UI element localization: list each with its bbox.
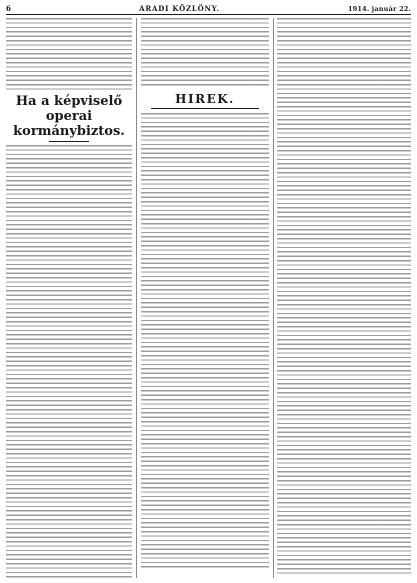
masthead: [6, 3, 411, 14]
article-headline: Ha a képviselő operai kormánybiztos.: [13, 94, 125, 139]
news-body: [141, 113, 269, 568]
text-lines-placeholder: [6, 18, 132, 90]
article-body: [6, 145, 132, 578]
text-lines-placeholder: [141, 113, 269, 568]
column-separator: [273, 18, 274, 578]
article-top: [6, 18, 132, 90]
issue-date: 1914. január 22.: [347, 4, 411, 13]
column-separator: [136, 18, 137, 578]
section-title-news: HIREK.: [175, 92, 235, 106]
page-number: 6: [6, 4, 12, 13]
paper-name: ARADI KÖZLÖNY.: [139, 4, 220, 13]
headline-rule: [49, 141, 89, 142]
column-1: [6, 18, 132, 578]
article-top: [141, 18, 269, 88]
text-lines-placeholder: [277, 18, 411, 574]
news-continued: [277, 18, 411, 574]
text-lines-placeholder: [6, 145, 132, 578]
column-3: [277, 18, 411, 578]
column-2: [141, 18, 269, 578]
masthead-rule: [6, 14, 411, 15]
text-lines-placeholder: [141, 18, 269, 88]
section-rule: [151, 108, 259, 109]
